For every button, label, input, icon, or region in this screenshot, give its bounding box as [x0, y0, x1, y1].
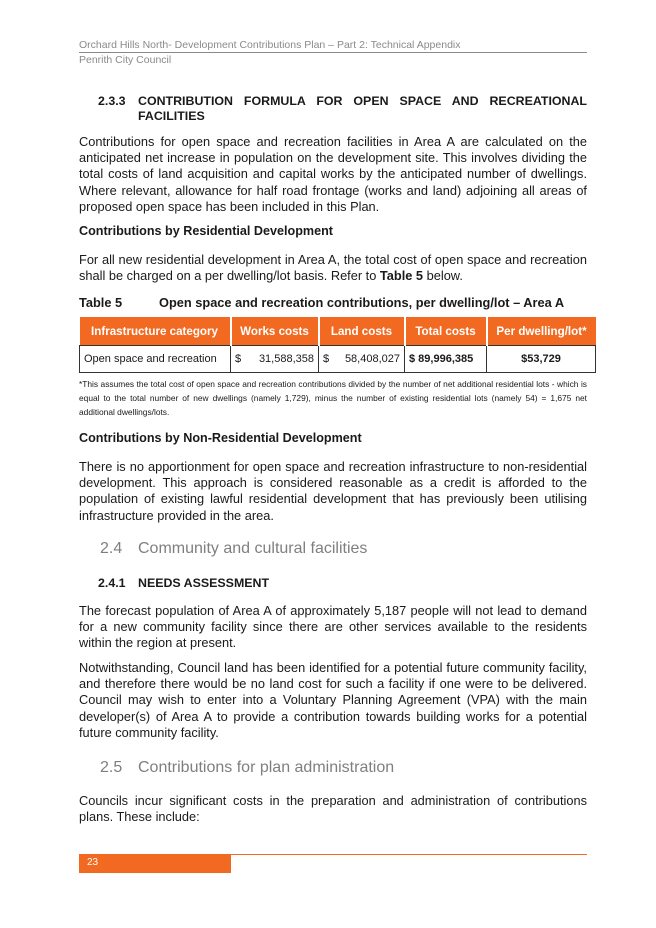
heading-title: NEEDS ASSESSMENT [138, 576, 270, 590]
col-land-costs: Land costs [319, 317, 405, 346]
footer-page-tab [79, 854, 231, 873]
heading-number: 2.4.1 [98, 576, 126, 590]
cell-works-costs: $ 31,588,358 [231, 346, 319, 373]
cell-total-costs: $ 89,996,385 [405, 346, 487, 373]
heading-2-4-1 [79, 576, 587, 591]
col-total-costs: Total costs [405, 317, 487, 346]
col-works-costs: Works costs [231, 317, 319, 346]
paragraph-non-residential: There is no apportionment for open space and recreation infrastructure to non-residential development. This approach is considered reasonable as a credit is afforded to the population of existing lawful residential development that has previously been utilising infrastructure provided in the area. [79, 459, 587, 523]
heading-number: 2.5 [100, 759, 123, 776]
subheading-non-residential: Contributions by Non-Residential Development [79, 431, 362, 445]
heading-2-3-3 [79, 94, 587, 124]
cell-land-costs: $ 58,408,027 [319, 346, 405, 373]
paragraph-residential: For all new residential development in Area A, the total cost of open space and recreation shall be charged on a per dwelling/lot basis. Refer to Table 5 below. [79, 252, 587, 284]
header-divider [79, 52, 587, 53]
heading-title: Contributions for plan administration [138, 759, 395, 776]
paragraph-forecast-population: The forecast population of Area A of approximately 5,187 people will not lead to demand for a new community facility since there are other services available to the residents within the region at present. [79, 603, 587, 651]
col-per-dwelling: Per dwelling/lot* [487, 317, 596, 346]
subheading-residential: Contributions by Residential Development [79, 224, 334, 238]
heading-2-5 [79, 759, 587, 777]
paragraph-calculation-method: Contributions for open space and recreation facilities in Area A are calculated on the anticipated net increase in population on the development site. This involves dividing the total costs of land acquisition and capital works by the anticipated number of dwellings. Where relevant, allowance for half road frontage (works and land) adjoining all areas of proposed open space has been included in this Plan. [79, 134, 587, 214]
heading-2-4 [79, 540, 587, 558]
table-header-row [80, 317, 596, 346]
heading-number: 2.3.3 [98, 94, 126, 108]
table-footnote: *This assumes the total cost of open space and recreation contributions divided by the number of net additional residential lots - which is equal to the total number of new dwellings (namely 1,729), minus the number of existing residential lots (namely 54) = 1,675 net additional dwellings/lots. [79, 379, 587, 417]
table-label: Table 5 [79, 295, 123, 310]
cell-category: Open space and recreation [80, 346, 231, 373]
running-header-title: Orchard Hills North- Development Contributions Plan – Part 2: Technical Appendix [79, 39, 461, 51]
page-number: 23 [87, 857, 99, 868]
table-caption-text: Open space and recreation contributions, per dwelling/lot – Area A [159, 295, 565, 310]
table-reference: Table 5 [379, 268, 424, 284]
cell-per-dwelling: $53,729 [487, 346, 596, 373]
col-infrastructure-category: Infrastructure category [80, 317, 231, 346]
contributions-table [79, 317, 596, 373]
table-row [80, 346, 596, 373]
heading-title: Community and cultural facilities [138, 540, 368, 557]
heading-title: CONTRIBUTION FORMULA FOR OPEN SPACE AND RECREATIONAL FACILITIES [138, 94, 587, 123]
paragraph-council-land: Notwithstanding, Council land has been identified for a potential future community facility, and therefore there would be no land cost for such a facility if one were to be delivered. Council may wish to enter into a Voluntary Planning Agreement (VPA) with the main developer(s) of Area A to provide a contribution towards building works for a potential future community facility. [79, 660, 587, 740]
footer-divider [231, 854, 587, 855]
table-caption [79, 295, 587, 310]
paragraph-plan-administration: Councils incur significant costs in the preparation and administration of contributions plans. These include: [79, 793, 587, 825]
running-header-council: Penrith City Council [79, 54, 172, 66]
heading-number: 2.4 [100, 540, 123, 557]
